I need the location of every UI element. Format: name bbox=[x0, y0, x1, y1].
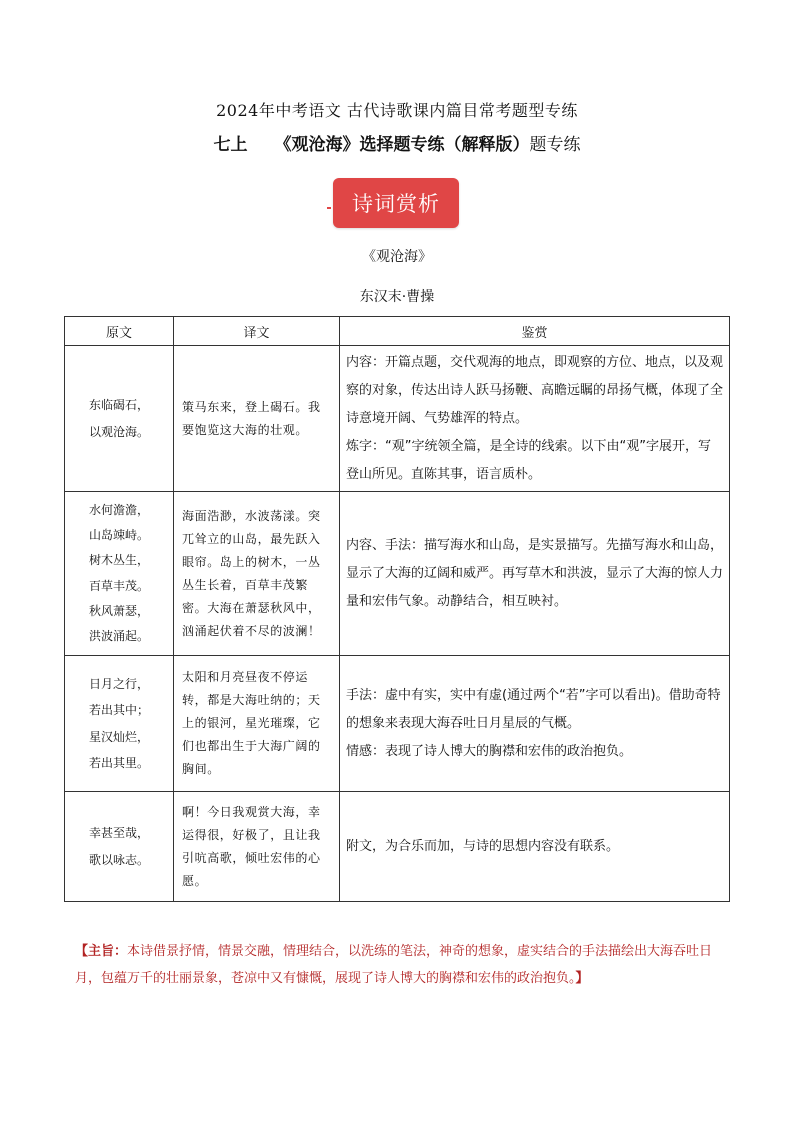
translation-cell: 海面浩渺，水波荡漾。突兀耸立的山岛，最先跃入眼帘。岛上的树木，一丛丛生长着，百草丰茂繁密。大海在萧瑟秋风中，汹涌起伏着不尽的波澜！ bbox=[174, 492, 340, 656]
original-cell bbox=[65, 792, 174, 902]
header-appreciation: 鉴赏 bbox=[340, 317, 730, 346]
appreciation-text: 情感：表现了诗人博大的胸襟和宏伟的政治抱负。 bbox=[346, 743, 633, 759]
original-line: 东临碣石， bbox=[88, 398, 149, 413]
translation-cell: 太阳和月亮昼夜不停运转，都是大海吐纳的；天上的银河，星光璀璨，它们也都出生于大海广阔的胸间。 bbox=[174, 656, 340, 792]
original-line: 日月之行， bbox=[88, 676, 149, 691]
grade-label: 七上 bbox=[213, 135, 248, 155]
appreciation-text: 炼字：“观”字统领全篇，是全诗的线索。以下由“观”字展开，写登山所见。直陈其事，语言质朴。 bbox=[346, 438, 711, 482]
appreciation-text: 内容：开篇点题，交代观海的地点，即观察的方位、地点，以及观察的对象，传达出诗人跃马扬鞭、高瞻远瞩的昂扬气概，体现了全诗意境开阔、气势雄浑的特点。 bbox=[346, 354, 724, 426]
table-row bbox=[65, 492, 730, 656]
header-translation: 译文 bbox=[174, 317, 340, 346]
theme-close: 】 bbox=[575, 971, 589, 986]
appreciation-cell bbox=[340, 792, 730, 902]
original-cell bbox=[65, 492, 174, 656]
original-line: 秋风萧瑟， bbox=[88, 603, 149, 618]
theme-text: 本诗借景抒情，情景交融，情理结合，以洗练的笔法，神奇的想象，虚实结合的手法描绘出大海吞吐日月，包蕴万千的壮丽景象，苍凉中又有慷慨，展现了诗人博大的胸襟和宏伟的政治抱负。 bbox=[75, 944, 713, 986]
original-line: 洪波涌起。 bbox=[88, 628, 149, 643]
document-title: 2024年中考语文 古代诗歌课内篇目常考题型专练 bbox=[216, 101, 578, 120]
theme-label: 【主旨： bbox=[75, 944, 128, 959]
original-line: 星汉灿烂， bbox=[88, 729, 149, 744]
original-line: 以观沧海。 bbox=[88, 424, 149, 439]
badge-marker bbox=[327, 207, 331, 209]
original-line: 幸甚至哉， bbox=[88, 826, 149, 841]
header-original: 原文 bbox=[65, 317, 174, 346]
poem-author: 东汉末·曹操 bbox=[359, 289, 435, 305]
document-subtitle bbox=[0, 130, 794, 155]
theme-summary bbox=[75, 938, 735, 992]
table-row bbox=[65, 346, 730, 492]
original-line: 若出其里。 bbox=[88, 756, 149, 771]
table-row bbox=[65, 656, 730, 792]
appreciation-cell bbox=[340, 656, 730, 792]
original-line: 歌以咏志。 bbox=[88, 852, 149, 867]
appreciation-text: 内容、手法：描写海水和山岛，是实景描写。先描写海水和山岛，显示了大海的辽阔和威严。再写草木和洪波，显示了大海的惊人力量和宏伟气象。动静结合，相互映衬。 bbox=[346, 537, 724, 609]
original-line: 树木丛生， bbox=[88, 553, 149, 568]
original-line: 山岛竦峙。 bbox=[88, 528, 149, 543]
original-line: 若出其中； bbox=[88, 703, 149, 718]
original-cell bbox=[65, 346, 174, 492]
appreciation-text: 附文，为合乐而加，与诗的思想内容没有联系。 bbox=[346, 838, 620, 854]
lesson-label: 《观沧海》选择题专练（解释版） bbox=[274, 135, 530, 155]
subtitle-tail: 题专练 bbox=[529, 135, 581, 155]
table-header-row bbox=[65, 317, 730, 346]
original-line: 百草丰茂。 bbox=[88, 578, 149, 593]
original-line: 水何澹澹， bbox=[88, 503, 149, 517]
translation-cell: 啊！今日我观赏大海，幸运得很，好极了，且让我引吭高歌，倾吐宏伟的心愿。 bbox=[174, 792, 340, 902]
appreciation-cell bbox=[340, 492, 730, 656]
poem-analysis-table bbox=[64, 316, 730, 902]
poem-title: 《观沧海》 bbox=[362, 249, 432, 265]
appreciation-cell bbox=[340, 346, 730, 492]
section-badge: 诗词赏析 bbox=[333, 178, 459, 228]
translation-cell: 策马东来，登上碣石。我要饱览这大海的壮观。 bbox=[174, 346, 340, 492]
appreciation-text: 手法：虚中有实，实中有虚(通过两个“若”字可以看出)。借助奇特的想象来表现大海吞吐日月星辰的气概。 bbox=[346, 687, 721, 731]
table-row bbox=[65, 792, 730, 902]
original-cell bbox=[65, 656, 174, 792]
